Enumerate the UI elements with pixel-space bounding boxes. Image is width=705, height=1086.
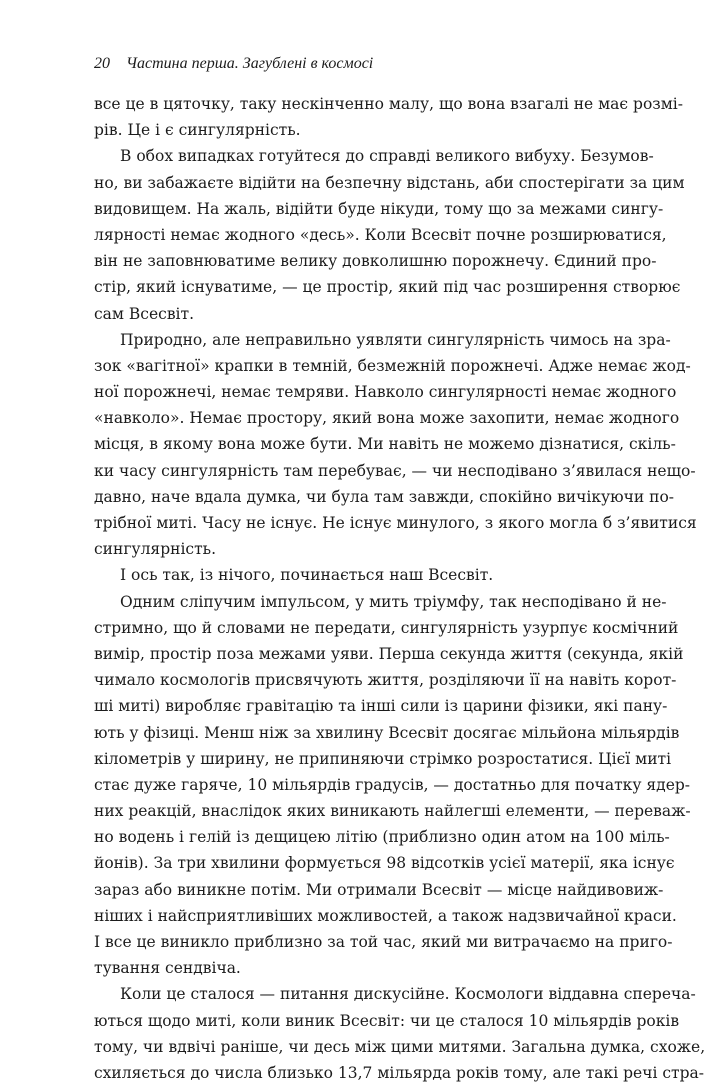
- text-line: стір, який існуватиме, — це простір, який під час розширення створює: [94, 278, 681, 297]
- text-line: все це в цяточку, таку нескінченно малу, що вона взагалі не має розмі-: [94, 95, 683, 113]
- text-line: ють у фізиці. Менш ніж за хвилину Всесвіт досягає мільйона мільярдів: [94, 723, 680, 742]
- text-line: давно, наче вдала думка, чи була там завжди, спокійно вичікуючи по-: [94, 487, 675, 506]
- text-line: Коли це сталося — питання дискусійне. Космологи віддавна сперечa-: [120, 985, 696, 1004]
- text-line: тому, чи вдвічі раніше, чи десь між цими митями. Загальна думка, схоже,: [94, 1037, 705, 1056]
- text-line: ються щодо миті, коли виник Всесвіт: чи це сталося 10 мільярдів років: [94, 1011, 680, 1030]
- text-line: ніших і найсприятливіших можливостей, а також надзвичайної краси.: [94, 906, 677, 925]
- text-line: видовищем. На жаль, відійти буде нікуди, тому що за межами сингу-: [94, 199, 664, 218]
- text-line: І ось так, із нічого, починається наш Всесвіт.: [120, 566, 494, 585]
- text-line: зараз або виникне потім. Ми отримали Всесвіт — місце найдивовиж-: [94, 880, 664, 899]
- text-line: тування сендвіча.: [94, 959, 241, 978]
- text-line: зок «вагітної» крапки в темній, безмежній порожнечі. Адже немає жод-: [94, 356, 691, 375]
- text-line: вимір, простір поза межами уяви. Перша секунда життя (секунда, якій: [94, 644, 684, 663]
- body-text: [94, 91, 705, 1086]
- text-line: стає дуже гаряче, 10 мільярдів градусів, — достатньо для початку ядер-: [94, 775, 691, 794]
- text-line: чимало космологів присвячують життя, розділяючи її на навіть корот-: [94, 671, 677, 690]
- text-line: ші миті) виробляє гравітацію та інші сили із царини фізики, які пану-: [94, 697, 668, 716]
- text-line: місця, в якому вона може бути. Ми навіть не можемо дізнатися, скіль-: [94, 435, 676, 454]
- text-line: «навколо». Немає простору, який вона може захопити, немає жодного: [94, 409, 680, 428]
- text-line: рів. Це і є сингулярність.: [94, 121, 301, 140]
- running-title: Частина перша. Загублені в космосі: [126, 55, 374, 72]
- page-number: 20: [94, 55, 110, 72]
- text-line: Одним сліпучим імпульсом, у мить тріумфу, так несподівано й не-: [120, 592, 667, 611]
- text-line: но водень і гелій із дещицею літію (приблизно один атом на 100 міль-: [94, 828, 670, 847]
- text-line: схиляється до числа близько 13,7 мільярда років тому, але такі речі стра-: [94, 1063, 704, 1082]
- text-line: них реакцій, внаслідок яких виникають найлегші елементи, — переваж-: [94, 802, 691, 821]
- text-line: ної порожнечі, немає темряви. Навколо сингулярності немає жодного: [94, 383, 677, 402]
- running-header: [94, 54, 373, 74]
- text-line: В обох випадках готуйтеся до справді великого вибуху. Безумов-: [120, 147, 654, 166]
- text-line: трібної миті. Часу не існує. Не існує минулого, з якого могла б з’явитися: [94, 514, 697, 532]
- text-line: сингулярність.: [94, 540, 217, 559]
- text-line: Природно, але неправильно уявляти сингулярність чимось на зра-: [120, 330, 671, 349]
- text-line: ки часу сингулярність там перебуває, — чи несподівано з’явилася нещо-: [94, 461, 696, 480]
- text-line: стримно, що й словами не передати, сингулярність узурпує космічний: [94, 618, 679, 637]
- text-line: йонів). За три хвилини формується 98 відсотків усієї матерії, яка існує: [94, 854, 675, 873]
- text-line: но, ви забажаєте відійти на безпечну відстань, аби спостерігати за цим: [94, 173, 685, 192]
- text-line: він не заповнюватиме велику довколишню порожнечу. Єдиний про-: [94, 252, 657, 271]
- text-line: сам Всесвіт.: [94, 304, 195, 323]
- text-line: лярності немає жодного «десь». Коли Всесвіт почне розширюватися,: [94, 225, 667, 244]
- text-line: І все це виникло приблизно за той час, який ми витрачаємо на приго-: [94, 933, 673, 951]
- text-line: кілометрів у ширину, не припиняючи стрімко розростатися. Цієї миті: [94, 749, 672, 768]
